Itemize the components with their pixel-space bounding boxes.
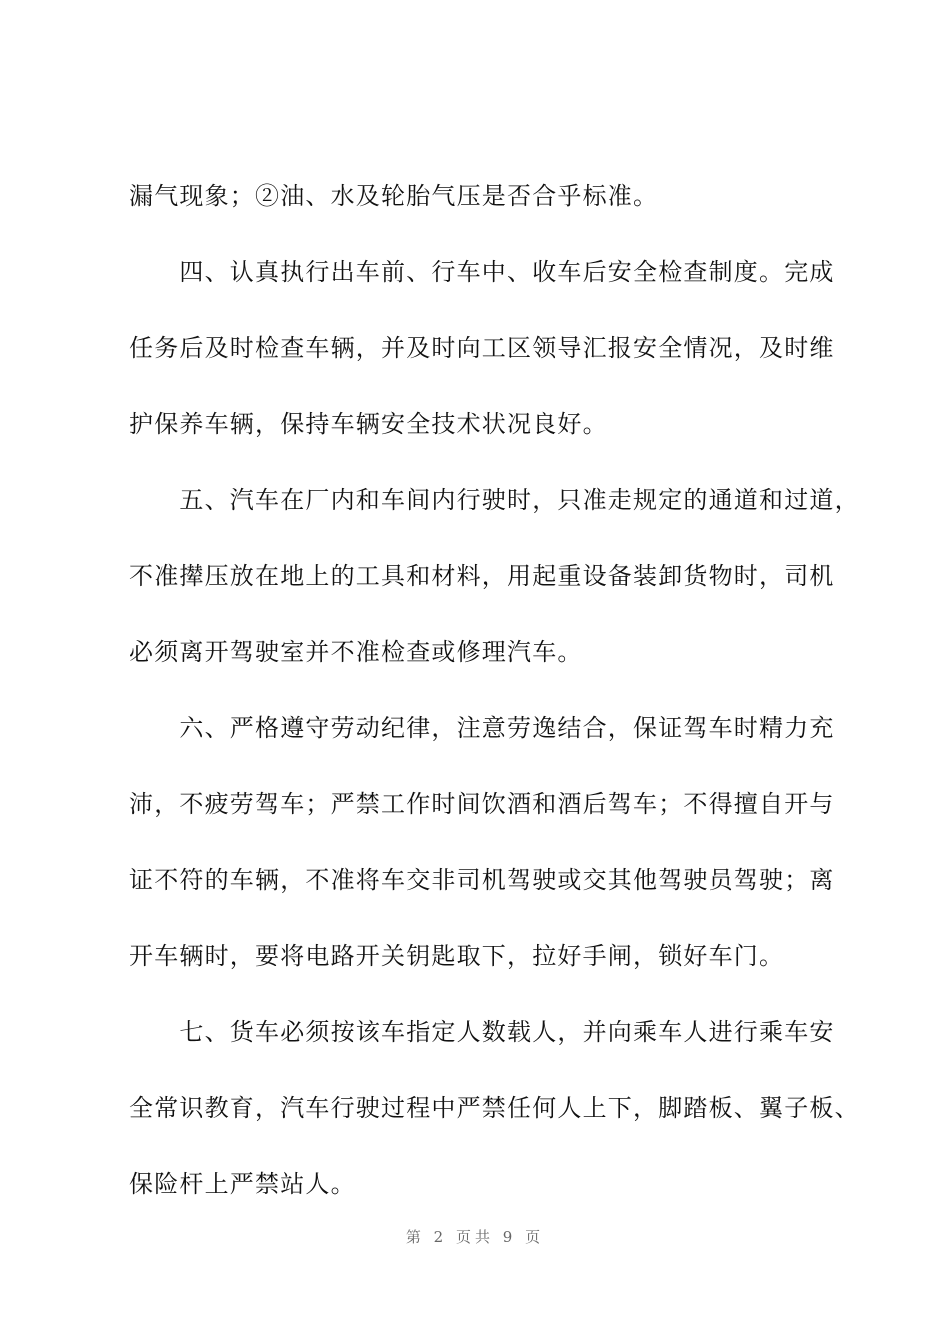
text-line: 任务后及时检查车辆，并及时向工区领导汇报安全情况，及时维: [129, 334, 835, 362]
text-line: 沛，不疲劳驾车；严禁工作时间饮酒和酒后驾车；不得擅自开与: [129, 790, 835, 818]
text-line: 七、货车必须按该车指定人数载人，并向乘车人进行乘车安: [129, 1018, 835, 1046]
text-line: 四、认真执行出车前、行车中、收车后安全检查制度。完成: [129, 258, 835, 286]
text-line: 六、严格遵守劳动纪律，注意劳逸结合，保证驾车时精力充: [129, 714, 835, 742]
text-line: 证不符的车辆，不准将车交非司机驾驶或交其他驾驶员驾驶；离: [129, 866, 835, 894]
text-line: 漏气现象；②油、水及轮胎气压是否合乎标准。: [129, 182, 659, 210]
text-line: 护保养车辆，保持车辆安全技术状况良好。: [129, 410, 608, 438]
text-line: 开车辆时，要将电路开关钥匙取下，拉好手闸，锁好车门。: [129, 942, 785, 970]
text-line: 五、汽车在厂内和车间内行驶时，只准走规定的通道和过道，: [129, 486, 860, 514]
text-line: 全常识教育，汽车行驶过程中严禁任何人上下，脚踏板、翼子板、: [129, 1094, 860, 1122]
text-line: 不准撵压放在地上的工具和材料，用起重设备装卸货物时，司机: [129, 562, 835, 590]
page-number-footer: 第 2 页共 9 页: [405, 1228, 545, 1246]
text-line: 保险杆上严禁站人。: [129, 1170, 356, 1198]
text-line: 必须离开驾驶室并不准检查或修理汽车。: [129, 638, 583, 666]
